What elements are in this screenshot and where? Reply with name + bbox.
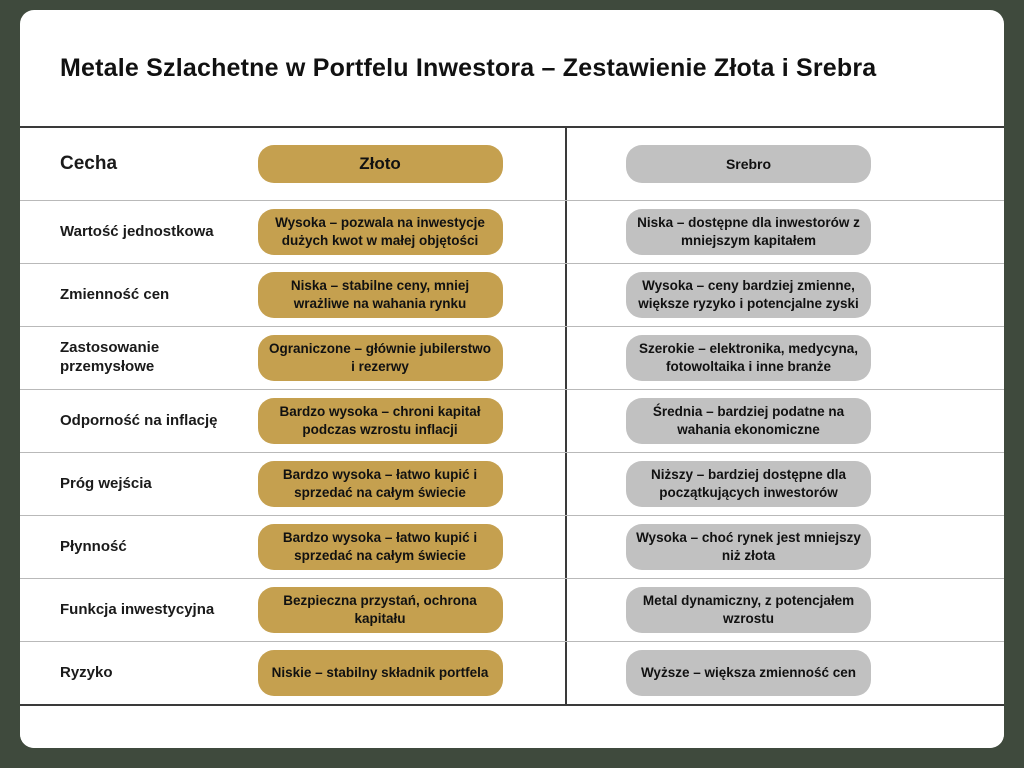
gold-cell — [255, 264, 565, 326]
gold-value-pill: Bardzo wysoka – łatwo kupić i sprzedać na całym świecie — [258, 524, 503, 570]
title-section — [20, 10, 1004, 128]
gold-cell — [255, 327, 565, 389]
feature-label: Płynność — [60, 537, 127, 555]
silver-value-pill: Niska – dostępne dla inwestorów z mniejszym kapitałem — [626, 209, 871, 255]
feature-label: Ryzyko — [60, 663, 113, 681]
comparison-table — [20, 128, 1004, 706]
table-row — [20, 578, 1004, 641]
table-header-row — [20, 128, 1004, 200]
feature-label: Zastosowanie przemysłowe — [60, 339, 160, 375]
table-row — [20, 389, 1004, 452]
silver-cell — [565, 642, 1004, 704]
feature-label: Funkcja inwestycyjna — [60, 600, 215, 618]
gold-header-pill: Złoto — [258, 145, 503, 183]
feature-label: Próg wejścia — [60, 474, 152, 492]
silver-cell — [565, 579, 1004, 641]
gold-value-pill: Niskie – stabilny składnik portfela — [258, 650, 503, 696]
silver-value-pill: Średnia – bardziej podatne na wahania ekonomiczne — [626, 398, 871, 444]
silver-header-pill: Srebro — [626, 145, 871, 183]
gold-value-pill: Bardzo wysoka – łatwo kupić i sprzedać na całym świecie — [258, 461, 503, 507]
table-row — [20, 452, 1004, 515]
table-row — [20, 515, 1004, 578]
table-row — [20, 263, 1004, 326]
page-title: Metale Szlachetne w Portfelu Inwestora – Zestawienie Złota i Srebra — [60, 53, 877, 82]
gold-cell — [255, 390, 565, 452]
silver-value-pill: Wyższe – większa zmienność cen — [626, 650, 871, 696]
silver-value-pill: Wysoka – ceny bardziej zmienne, większe ryzyko i potencjalne zyski — [626, 272, 871, 318]
table-row — [20, 200, 1004, 263]
silver-cell — [565, 453, 1004, 515]
gold-cell — [255, 453, 565, 515]
feature-column-header: Cecha — [60, 153, 118, 175]
silver-cell — [565, 516, 1004, 578]
gold-cell — [255, 642, 565, 704]
footer-spacer — [20, 706, 1004, 748]
gold-value-pill: Niska – stabilne ceny, mniej wrażliwe na wahania rynku — [258, 272, 503, 318]
silver-cell — [565, 390, 1004, 452]
silver-header-cell — [565, 128, 1004, 200]
feature-label: Zmienność cen — [60, 285, 170, 303]
infographic-card — [20, 10, 1004, 748]
gold-header-cell — [255, 128, 565, 200]
silver-cell — [565, 327, 1004, 389]
silver-value-pill: Szerokie – elektronika, medycyna, fotowoltaika i inne branże — [626, 335, 871, 381]
silver-cell — [565, 201, 1004, 263]
feature-label: Wartość jednostkowa — [60, 222, 214, 240]
feature-label: Odporność na inflację — [60, 411, 218, 429]
silver-value-pill: Niższy – bardziej dostępne dla początkujących inwestorów — [626, 461, 871, 507]
table-row — [20, 641, 1004, 704]
gold-value-pill: Bezpieczna przystań, ochrona kapitału — [258, 587, 503, 633]
gold-value-pill: Wysoka – pozwala na inwestycje dużych kwot w małej objętości — [258, 209, 503, 255]
gold-value-pill: Ograniczone – głównie jubilerstwo i rezerwy — [258, 335, 503, 381]
gold-cell — [255, 579, 565, 641]
gold-value-pill: Bardzo wysoka – chroni kapitał podczas wzrostu inflacji — [258, 398, 503, 444]
silver-value-pill: Metal dynamiczny, z potencjałem wzrostu — [626, 587, 871, 633]
gold-cell — [255, 516, 565, 578]
silver-value-pill: Wysoka – choć rynek jest mniejszy niż złota — [626, 524, 871, 570]
silver-cell — [565, 264, 1004, 326]
table-row — [20, 326, 1004, 389]
gold-cell — [255, 201, 565, 263]
